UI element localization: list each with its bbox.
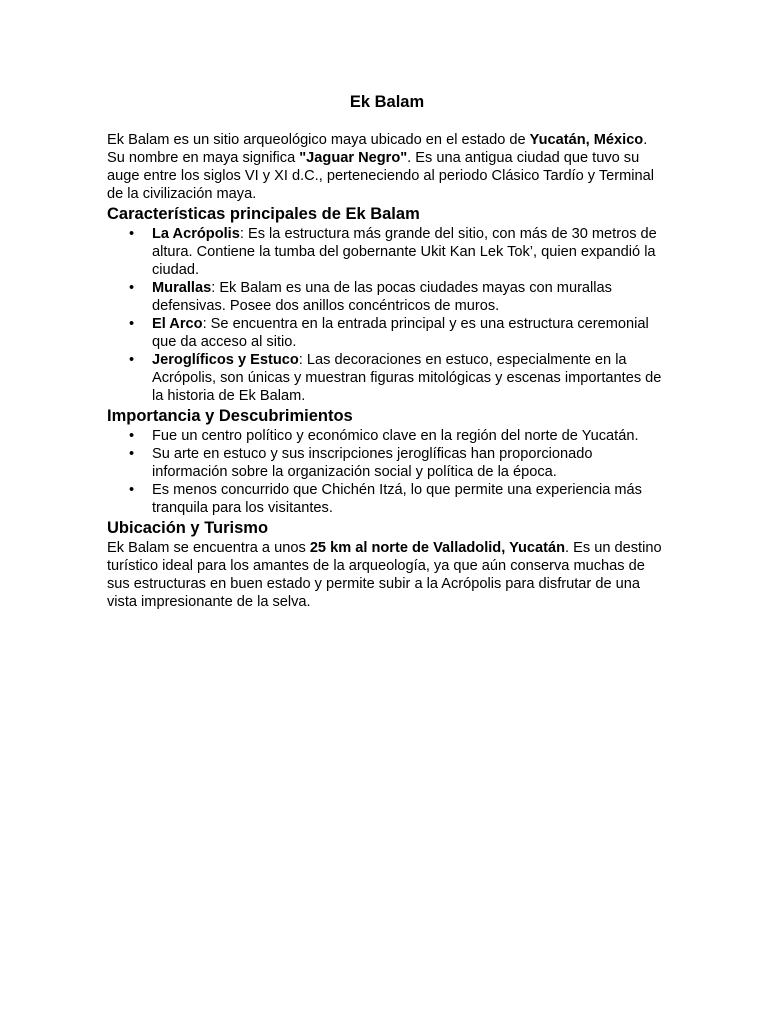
location-text-1: Ek Balam se encuentra a unos bbox=[107, 540, 310, 556]
list-item-term: La Acrópolis bbox=[152, 226, 240, 242]
intro-text-1: Ek Balam es un sitio arqueológico maya ubicado en el estado de bbox=[107, 132, 530, 148]
importance-list bbox=[107, 427, 667, 517]
location-bold-distance: 25 km al norte de Valladolid, Yucatán bbox=[309, 540, 566, 556]
list-item-text: : Las decoraciones en estuco, especialmente en la Acrópolis, son únicas y muestran figuras mitológicas y escenas importantes de la historia de Ek Balam. bbox=[152, 352, 662, 404]
list-item-text: : Es la estructura más grande del sitio, con más de 30 metros de altura. Contiene la tumba del gobernante Ukit Kan Lek Tok’, quien expandió la ciudad. bbox=[152, 226, 657, 278]
list-item: • Es menos concurrido que Chichén Itzá, lo que permite una experiencia más tranquila para los visitantes. bbox=[152, 481, 667, 517]
list-item: • Fue un centro político y económico clave en la región del norte de Yucatán. bbox=[152, 427, 667, 445]
list-item: • Su arte en estuco y sus inscripciones jeroglíficas han proporcionado información sobre la organización social y política de la época. bbox=[152, 445, 667, 481]
location-paragraph bbox=[107, 539, 667, 611]
list-item bbox=[152, 351, 667, 405]
list-item-text: : Se encuentra en la entrada principal y es una estructura ceremonial que da acceso al sitio. bbox=[152, 316, 649, 350]
document-title: Ek Balam bbox=[349, 93, 425, 111]
list-item-term: El Arco bbox=[152, 316, 203, 332]
intro-text-3: . Es una antigua ciudad que tuvo su auge entre los siglos VI y XI d.C., perteneciendo al periodo Clásico Tardío y Terminal de la civilización maya. bbox=[107, 150, 655, 202]
section-heading-location: Ubicación y Turismo bbox=[107, 519, 269, 537]
intro-bold-meaning: "Jaguar Negro" bbox=[299, 150, 408, 166]
list-item-term: Jeroglíficos y Estuco bbox=[152, 352, 299, 368]
list-item bbox=[152, 225, 667, 279]
intro-bold-location: Yucatán, México bbox=[529, 132, 644, 148]
list-item bbox=[152, 315, 667, 351]
intro-text-2: . Su nombre en maya significa bbox=[107, 132, 648, 166]
features-list bbox=[107, 225, 667, 405]
list-item-term: Murallas bbox=[152, 280, 212, 296]
section-heading-features: Características principales de Ek Balam bbox=[107, 205, 420, 223]
location-text-2: . Es un destino turístico ideal para los amantes de la arqueología, ya que aún conserva muchas de sus estructuras en buen estado y permite subir a la Acrópolis para disfrutar de una vista impresionante de la selva. bbox=[107, 540, 662, 610]
intro-paragraph bbox=[107, 131, 667, 203]
list-item-text: : Ek Balam es una de las pocas ciudades mayas con murallas defensivas. Posee dos anillos concéntricos de muros. bbox=[152, 280, 612, 314]
list-item bbox=[152, 279, 667, 315]
document-content bbox=[107, 90, 667, 611]
section-heading-importance: Importancia y Descubrimientos bbox=[107, 407, 353, 425]
